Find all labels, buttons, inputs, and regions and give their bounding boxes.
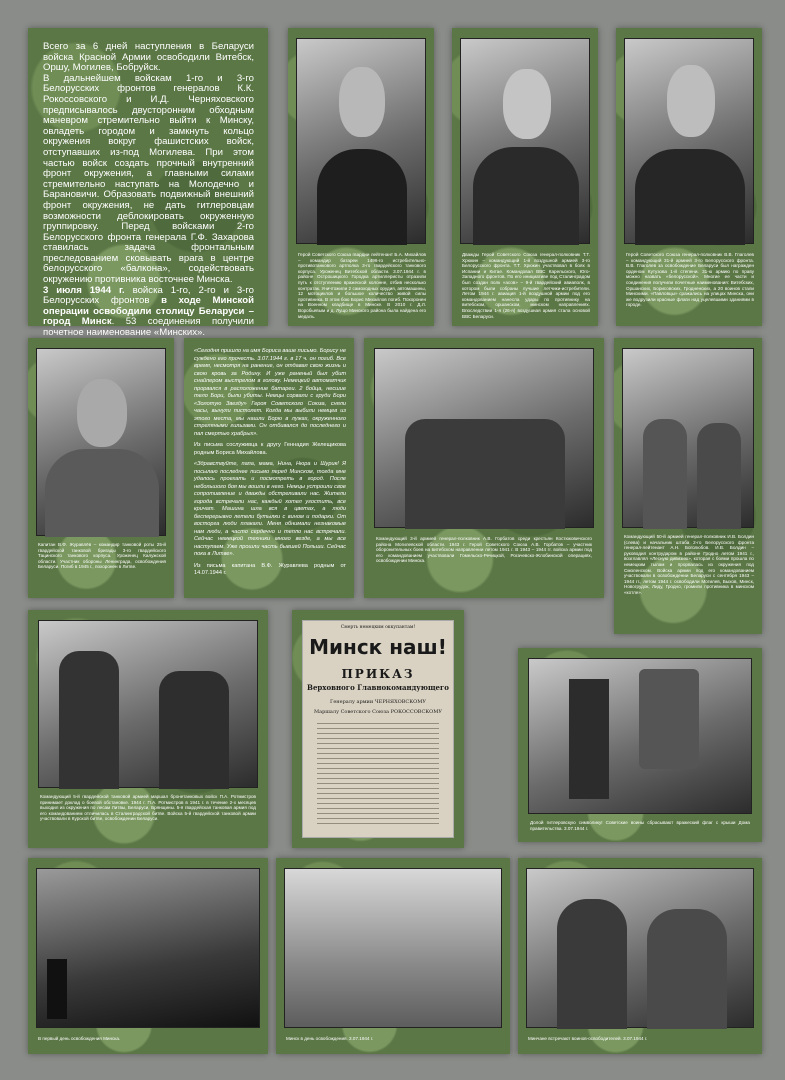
card-flag <box>518 648 762 842</box>
portrait-zhuravlev <box>36 348 166 536</box>
letter-zhuravlev: «Здравствуйте, папа, мама, Нина, Нюра и Шурик! Я посылаю последнее письмо перед Минском, тогда мне удалось проехать и посмотреть в город. После небольшого боя мы вошли в него. Немцы устроили свое сопротивление и дважды обстреливали нас. Жители города встречали нас, каждый хотел угостить, все кричат. Машина шла вся в цветах, а люди бесперерывно летели бутылки с вином и подарки. От восторга люди плакали. Меня обнимали незнакомые нам люди, а часто сердечно и тепло нас встречали. Сейчас немецкой техники много везде, а мы все наступаем. Уже прошли часть бывшей Польши. Сейчас пока в Литве». <box>194 461 346 557</box>
caption-mikhailov: Герой Советского Союза гвардии лейтенант Б.А. Михайлов – командир батареи 1496-го истребительно-противотанкового артполка 3-го гвардейского танкового корпуса. Уроженец Витебской области. 3.07.1944 г. в районе Острошицкого Городка артиллеристы отразили путь к отступлению вражеской колонне, отбив несколько контратак. Уничтожили 2 самоходных орудия, автомашины, 12 мотоциклов и большое количество живой силы противника. В этом бою Борис Михайлов погиб. Похоронен на Военном кладбище в Минске. В 2010 г. Д.Л. Воробьевым и д. Лущо Минского района была найдена его медаль. <box>298 252 426 319</box>
intro-date: 3 июля 1944 г. <box>43 284 125 296</box>
newspaper-body-text <box>317 721 439 827</box>
photo-ruins <box>284 868 502 1028</box>
caption-boldin: Командующий 50-й армией генерал-полковник И.В. Болдин (слева) и начальник штаба 2-го Белорусского фронта генерал-лейтенант А.Н. Боголюбов. И.В. Болдин – руководил контрударом в районе Гродно летом 1941 г., возглавлял «Лесную дивизию», которая с боями прошла по немецким тылам и прорвалась из окружения под Смоленском. Войска армии под его командованием участвовали в освобождении Беларуси с сентября 1943 – 1944 гг., летом 1944 г. освободили Могилев, Быхов, Минск, Новогрудок, Лиду, Гродно, громили противника в минском «котле». <box>624 534 754 595</box>
card-mikhailov <box>288 28 434 326</box>
intro-paragraph-1: Всего за 6 дней наступления в Беларуси войска Красной Армии освободили Витебск, Оршу, Могилев, Бобруйск. <box>43 41 254 74</box>
newspaper-front-page <box>302 620 454 838</box>
caption-rotmistrov: Командующий 5-й гвардейской танковой армией маршал бронетанковых войск П.А. Ротмистров принимает доклад о боевой обстановке. 1944 г. П.А. Ротмистров в 1941 г. в течение 2-х месяцев выходил из окружения по лесам Литвы, Беларуси, Брянщины. 5-я гвардейская танковая армия под его командованием отличилась в Сталинградской битве. Войска 5-й гвардейской танковой армии участвовали в Курской битве, освобождении Беларуси. <box>40 794 256 822</box>
newspaper-addressee-1: Генералу армии ЧЕРНЯХОВСКОМУ <box>330 699 426 705</box>
letters-panel <box>184 338 354 598</box>
intro-panel <box>28 28 268 339</box>
intro-bold-minsk: в ходе Минской операции освободили столицу Беларуси – город Минск <box>43 295 254 328</box>
card-zhuravlev <box>28 338 174 598</box>
intro-paragraph-3 <box>43 286 254 339</box>
newspaper-headline: Минск наш! <box>309 635 447 659</box>
caption-flag: Долой гитлеровскую символику! Советские воины сбрасывают вражеский флаг с крыши Дома правительства. 3.07.1944 г. <box>530 820 750 831</box>
card-meeting <box>518 858 762 1054</box>
caption-firstday: В первый день освобождения Минска. <box>38 1036 121 1041</box>
card-boldin <box>614 338 762 634</box>
caption-zhuravlev: Капитан В.Ф. Журавлёв – командир танковой роты 25-й гвардейской танковой бригады 3-го гвардейского Тацинского танкового корпуса. Уроженец Калужской области. Участник обороны Ленинграда, освобождения Беларуси. Погиб в 1945 г., похоронен в Литве. <box>38 542 166 570</box>
intro-text-c: . 53 соединения получили почетное наименование «Минских». <box>43 316 255 339</box>
card-ruins <box>276 858 510 1054</box>
card-khryukin <box>452 28 598 326</box>
letter-mikhailov-source: Из письма сослуживца к другу Геннадия Желещикова родным Бориса Михайлова. <box>194 442 346 456</box>
card-newspaper <box>292 610 464 848</box>
caption-meeting: Минчане встречают воинов-освободителей. 3.07.1944 г. <box>528 1036 648 1041</box>
photo-firstday <box>36 868 260 1028</box>
intro-paragraph-2: В дальнейшем войскам 1-го и 3-го Белорусских фронтов генералов К.К. Рокоссовского и И.Д. Черняховского предписывалось двусторонним обходным маневром стремительно выйти к Минску, овладеть городом и замкнуть кольцо окружения вокруг фашистских войск, отступавших из-под Могилева. При этом частью войск создать прочный внутренний фронт окружения, а главными силами стремительно наступать на Молодечно и Барановичи. Образовать подвижный внешний фронт окружения, не дать гитлеровцам возможности деблокировать окруженную группировку. Перед войсками 2-го Белорусского фронта генерала Г.Ф. Захарова ставилась задача фронтальным преследованием сковывать врага в центре белорусского «балкона», содействовать окружению противника восточнее Минска. <box>43 72 254 286</box>
letter-mikhailov: «Сегодня пришло на имя Бориса ваше письмо. Борису не суждено его прочесть. 3.07.1944 г. в 17 ч. он погиб. Все время, несмотря на ранение, он отдавал свою жизнь и свою кровь за Родину. И уже раненый был убит снайпером выстрелом в голову. Немецкий автоматчик прорвался в расположение батареи. 2 бойца, несшие тело Бори, были убиты. Немцы сорвали с груди Бори «Золотую Звезду» Героя Советского Союза, сняли часы, вынули пистолет. Когда мы выбили немцев из этого места, мы нашли Борю в лужах, окруженного стреляными гильзами. Он отбивался до последнего и пал смертью храбрых». <box>194 348 346 437</box>
intro-text-a: войска 1-го, 2-го и 3-го Белорусских фронтов <box>43 284 254 307</box>
caption-khryukin: Дважды Герой Советского Союза генерал-полковник Т.Т. Хрюкин – командующий 1-й воздушной армией 3-го Белорусского фронта. Т.Т. Хрюкин участвовал в боях в Испании и Китае. Командовал ВВС Карельского, Юго-Западного фронтов. По его инициативе под Сталинградом был создан полк «асов» – 9-й гвардейский авиаполк, в котором были собраны лучшие летчики-истребители. Летом 1944 г. авиация 1-й воздушной армии под его командованием нанесла удары по противнику на витебском, оршанском, минском направлениях. Впоследствии 1-я (26-я) воздушная армия стала основой ВВС Беларуси. <box>462 252 590 319</box>
portrait-mikhailov <box>296 38 426 244</box>
card-glagolev <box>616 28 762 326</box>
photo-rotmistrov <box>38 620 258 788</box>
photo-meeting <box>526 868 754 1028</box>
caption-ruins: Минск в день освобождения. 3.07.1944 г. <box>286 1036 374 1041</box>
letter-zhuravlev-source: Из письма капитана В.Ф. Журавлева родным от 14.07.1944 г. <box>194 562 346 576</box>
portrait-glagolev <box>624 38 754 244</box>
caption-glagolev: Герой Советского Союза генерал-полковник В.В. Глаголев – командующий 31-й армией 3-го Белорусского фронта. В.В. Глаголев за освобождение Беларуси был награжден орденом Кутузова 1-й степени. 31-ю армию по праву можно назвать «белорусской». Многие ее части и соединения получили почетные наименования: Витебских, Оршанских, Борисовских, Гродненских, а 20 воинов стали Минскими. «Павловцы» сражались на улицах Минска, они же водрузили красные флаги над уцелевшими зданиями в городе. <box>626 252 754 308</box>
portrait-khryukin <box>460 38 590 244</box>
caption-gorbatov: Командующий 3-й армией генерал-полковник А.В. Горбатов среди крестьян Костюковичского района Могилевской области. 1943 г. Герой Советского Союза А.В. Горбатов – участник оборонительных боев на витебском направлении летом 1941 г. В 1943 – 1944 гг. войска армии под его командованием участвовали Гомельско-Речицкой, Рогачевско-Жлобинской операциях, освобождении Минска. <box>376 536 592 564</box>
card-firstday <box>28 858 268 1054</box>
card-gorbatov <box>364 338 604 598</box>
letter-quotes <box>194 348 346 582</box>
card-rotmistrov <box>28 610 268 848</box>
newspaper-addressee-2: Маршалу Советского Союза РОКОССОВСКОМУ <box>313 709 443 715</box>
photo-boldin <box>622 348 754 528</box>
newspaper-header: Смерть немецким оккупантам! <box>340 625 416 630</box>
intro-text <box>43 42 254 339</box>
newspaper-order-title: ПРИКАЗ <box>341 667 415 681</box>
photo-gorbatov-group <box>374 348 594 528</box>
photo-flag <box>528 658 752 814</box>
newspaper-order-subtitle: Верховного Главнокомандующего <box>307 683 449 692</box>
